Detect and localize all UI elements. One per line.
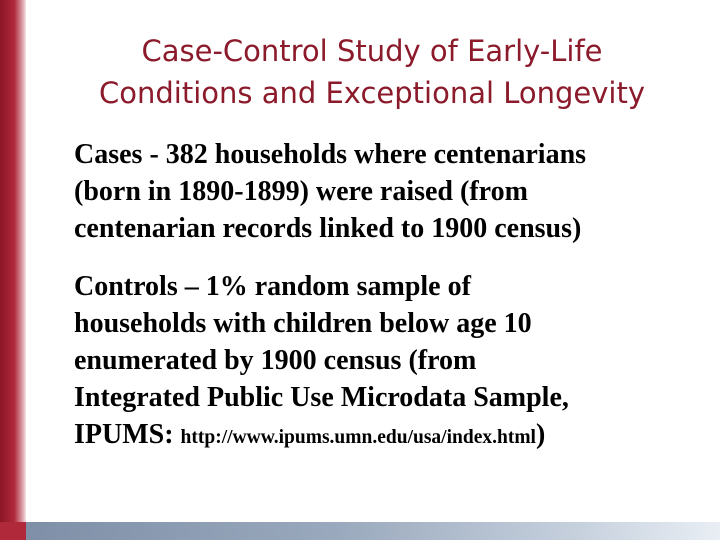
controls-line-1: Controls – 1% random sample of	[74, 271, 471, 302]
controls-line-3: enumerated by 1900 census (from	[74, 345, 477, 376]
cases-line-1: Cases - 382 households where centenarians	[74, 139, 587, 170]
cases-line-2: (born in 1890-1899) were raised (from	[74, 176, 528, 207]
left-accent-bar	[0, 0, 26, 540]
controls-paragraph	[74, 268, 694, 456]
corner-accent	[0, 522, 26, 540]
cases-line-3: centenarian records linked to 1900 census)	[74, 213, 582, 244]
ipums-url-link[interactable]: http://www.ipums.umn.edu/usa/index.html	[180, 427, 536, 448]
cases-paragraph	[74, 136, 694, 247]
slide-title-line-1: Case-Control Study of Early-Life	[141, 34, 603, 68]
slide-title	[40, 30, 704, 114]
controls-line-2: households with children below age 10	[74, 308, 532, 339]
ipums-label: IPUMS:	[74, 419, 181, 450]
closing-paren: )	[535, 419, 546, 450]
slide-title-line-2: Conditions and Exceptional Longevity	[98, 76, 646, 110]
controls-line-4: Integrated Public Use Microdata Sample,	[74, 382, 569, 413]
bottom-accent-bar	[26, 522, 720, 540]
controls-line-5	[74, 416, 694, 456]
